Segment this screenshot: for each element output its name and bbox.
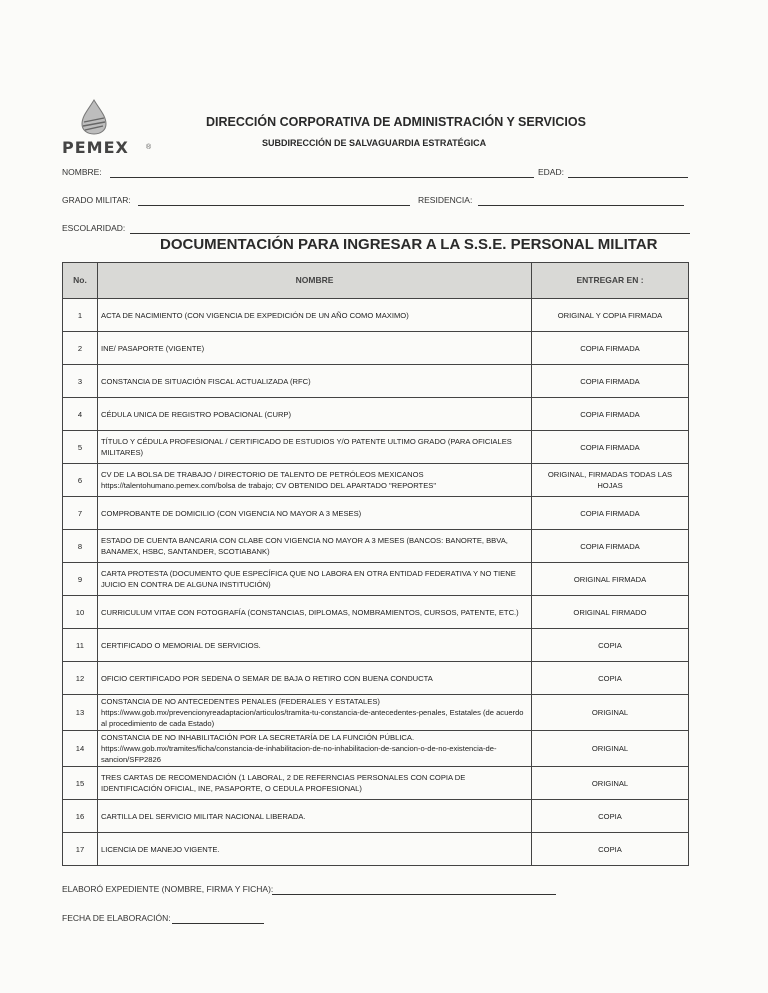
row-document-name: CONSTANCIA DE SITUACIÓN FISCAL ACTUALIZADA (RFC) [98,365,532,398]
row-document-name: COMPROBANTE DE DOMICILIO (CON VIGENCIA NO MAYOR A 3 MESES) [98,497,532,530]
pemex-logo [58,98,158,138]
header-nombre: NOMBRE [98,263,532,299]
row-document-name: ESTADO DE CUENTA BANCARIA CON CLABE CON VIGENCIA NO MAYOR A 3 MESES (BANCOS: BANORTE, BBVA, BANAMEX, HSBC, SANTANDER, SCOTIABANK) [98,530,532,563]
row-document-name: CV DE LA BOLSA DE TRABAJO / DIRECTORIO DE TALENTO DE PETRÓLEOS MEXICANOS https://talentohumano.pemex.com/bolsa de trabajo; CV OBTENIDO DEL APARTADO "REPORTES" [98,464,532,497]
row-delivery: COPIA FIRMADA [532,431,689,464]
row-number: 9 [63,563,98,596]
table-row [63,695,689,731]
grado-militar-line[interactable] [138,205,410,206]
table-row [63,464,689,497]
row-document-name: CARTA PROTESTA (DOCUMENTO QUE ESPECÍFICA QUE NO LABORA EN OTRA ENTIDAD FEDERATIVA Y NO TIENE JUICIO EN CONTRA DE ALGUNA INSTITUCIÓN) [98,563,532,596]
table-row [63,731,689,767]
row-delivery: ORIGINAL [532,767,689,800]
table-row [63,299,689,332]
table-row [63,431,689,464]
row-delivery: COPIA FIRMADA [532,530,689,563]
row-document-name: LICENCIA DE MANEJO VIGENTE. [98,833,532,866]
row-number: 2 [63,332,98,365]
table-row [63,767,689,800]
row-number: 13 [63,695,98,731]
row-delivery: COPIA [532,629,689,662]
row-delivery: COPIA [532,662,689,695]
table-body [63,299,689,866]
row-delivery: ORIGINAL FIRMADO [532,596,689,629]
fecha-line[interactable] [172,923,264,924]
row-delivery: COPIA FIRMADA [532,365,689,398]
row-delivery: COPIA [532,833,689,866]
fecha-label: FECHA DE ELABORACIÓN: [62,913,171,923]
elaboro-line[interactable] [272,894,556,895]
row-number: 3 [63,365,98,398]
row-delivery: COPIA [532,800,689,833]
row-document-name: CONSTANCIA DE NO ANTECEDENTES PENALES (FEDERALES Y ESTATALES) https://www.gob.mx/prevencionyreadaptacion/articulos/tramita-tu-constancia-de-antecedentes-penales, Estatales (de acuerdo al procedimiento de cada Estado) [98,695,532,731]
document-header-title: DIRECCIÓN CORPORATIVA DE ADMINISTRACIÓN Y SERVICIOS [206,115,586,129]
row-delivery: COPIA FIRMADA [532,398,689,431]
table-row [63,563,689,596]
row-number: 16 [63,800,98,833]
table-row [63,332,689,365]
table-row [63,398,689,431]
row-document-name: CONSTANCIA DE NO INHABILITACIÓN POR LA SECRETARÍA DE LA FUNCIÓN PÚBLICA. https://www.gob.mx/tramites/ficha/constancia-de-inhabilitacion-de-no-inhabilitacion-de-sancion-o-de-no-existencia-de-sancion/SFP2826 [98,731,532,767]
row-number: 6 [63,464,98,497]
row-document-name: INE/ PASAPORTE (VIGENTE) [98,332,532,365]
escolaridad-line[interactable] [130,233,690,234]
row-delivery: ORIGINAL, FIRMADAS TODAS LAS HOJAS [532,464,689,497]
row-delivery: ORIGINAL [532,731,689,767]
row-number: 4 [63,398,98,431]
main-title: DOCUMENTACIÓN PARA INGRESAR A LA S.S.E. PERSONAL MILITAR [160,236,658,253]
row-number: 8 [63,530,98,563]
header-entregar: ENTREGAR EN : [532,263,689,299]
row-number: 1 [63,299,98,332]
header-no: No. [63,263,98,299]
row-delivery: ORIGINAL FIRMADA [532,563,689,596]
edad-line[interactable] [568,177,688,178]
residencia-label: RESIDENCIA: [418,195,473,205]
document-header-subtitle: SUBDIRECCIÓN DE SALVAGUARDIA ESTRATÉGICA [262,138,487,148]
nombre-label: NOMBRE: [62,167,102,177]
table-row [63,629,689,662]
row-number: 17 [63,833,98,866]
edad-label: EDAD: [538,167,564,177]
documents-table [62,262,689,866]
row-delivery: COPIA FIRMADA [532,332,689,365]
table-row [63,833,689,866]
row-number: 12 [63,662,98,695]
escolaridad-label: ESCOLARIDAD: [62,223,126,233]
row-number: 14 [63,731,98,767]
logo-text: PEMEX [62,138,129,157]
row-number: 7 [63,497,98,530]
row-document-name: ACTA DE NACIMIENTO (CON VIGENCIA DE EXPEDICIÓN DE UN AÑO COMO MAXIMO) [98,299,532,332]
row-number: 5 [63,431,98,464]
elaboro-label: ELABORÓ EXPEDIENTE (NOMBRE, FIRMA Y FICHA): [62,884,274,894]
row-document-name: CARTILLA DEL SERVICIO MILITAR NACIONAL LIBERADA. [98,800,532,833]
row-document-name: TRES CARTAS DE RECOMENDACIÓN (1 LABORAL, 2 DE REFERNCIAS PERSONALES CON COPIA DE IDENTIFICACIÓN OFICIAL, INE, PASAPORTE, O CEDULA PROFESIONAL) [98,767,532,800]
row-document-name: CERTIFICADO O MEMORIAL DE SERVICIOS. [98,629,532,662]
row-number: 15 [63,767,98,800]
table-row [63,800,689,833]
row-document-name: OFICIO CERTIFICADO POR SEDENA O SEMAR DE BAJA O RETIRO CON BUENA CONDUCTA [98,662,532,695]
table-row [63,596,689,629]
grado-militar-label: GRADO MILITAR: [62,195,131,205]
row-number: 10 [63,596,98,629]
row-document-name: CÉDULA UNICA DE REGISTRO POBACIONAL (CURP) [98,398,532,431]
row-delivery: ORIGINAL Y COPIA FIRMADA [532,299,689,332]
table-row [63,662,689,695]
residencia-line[interactable] [478,205,684,206]
table-header-row [63,263,689,299]
table-row [63,530,689,563]
logo-registered-mark: ® [146,144,152,151]
table-row [63,365,689,398]
row-document-name: CURRICULUM VITAE CON FOTOGRAFÍA (CONSTANCIAS, DIPLOMAS, NOMBRAMIENTOS, CURSOS, PATENTE, ETC.) [98,596,532,629]
table-row [63,497,689,530]
row-delivery: ORIGINAL [532,695,689,731]
pemex-drop-icon [58,98,128,138]
row-number: 11 [63,629,98,662]
nombre-line[interactable] [110,177,534,178]
row-document-name: TÍTULO Y CÉDULA PROFESIONAL / CERTIFICADO DE ESTUDIOS Y/O PATENTE ULTIMO GRADO (PARA OFICIALES MILITARES) [98,431,532,464]
row-delivery: COPIA FIRMADA [532,497,689,530]
